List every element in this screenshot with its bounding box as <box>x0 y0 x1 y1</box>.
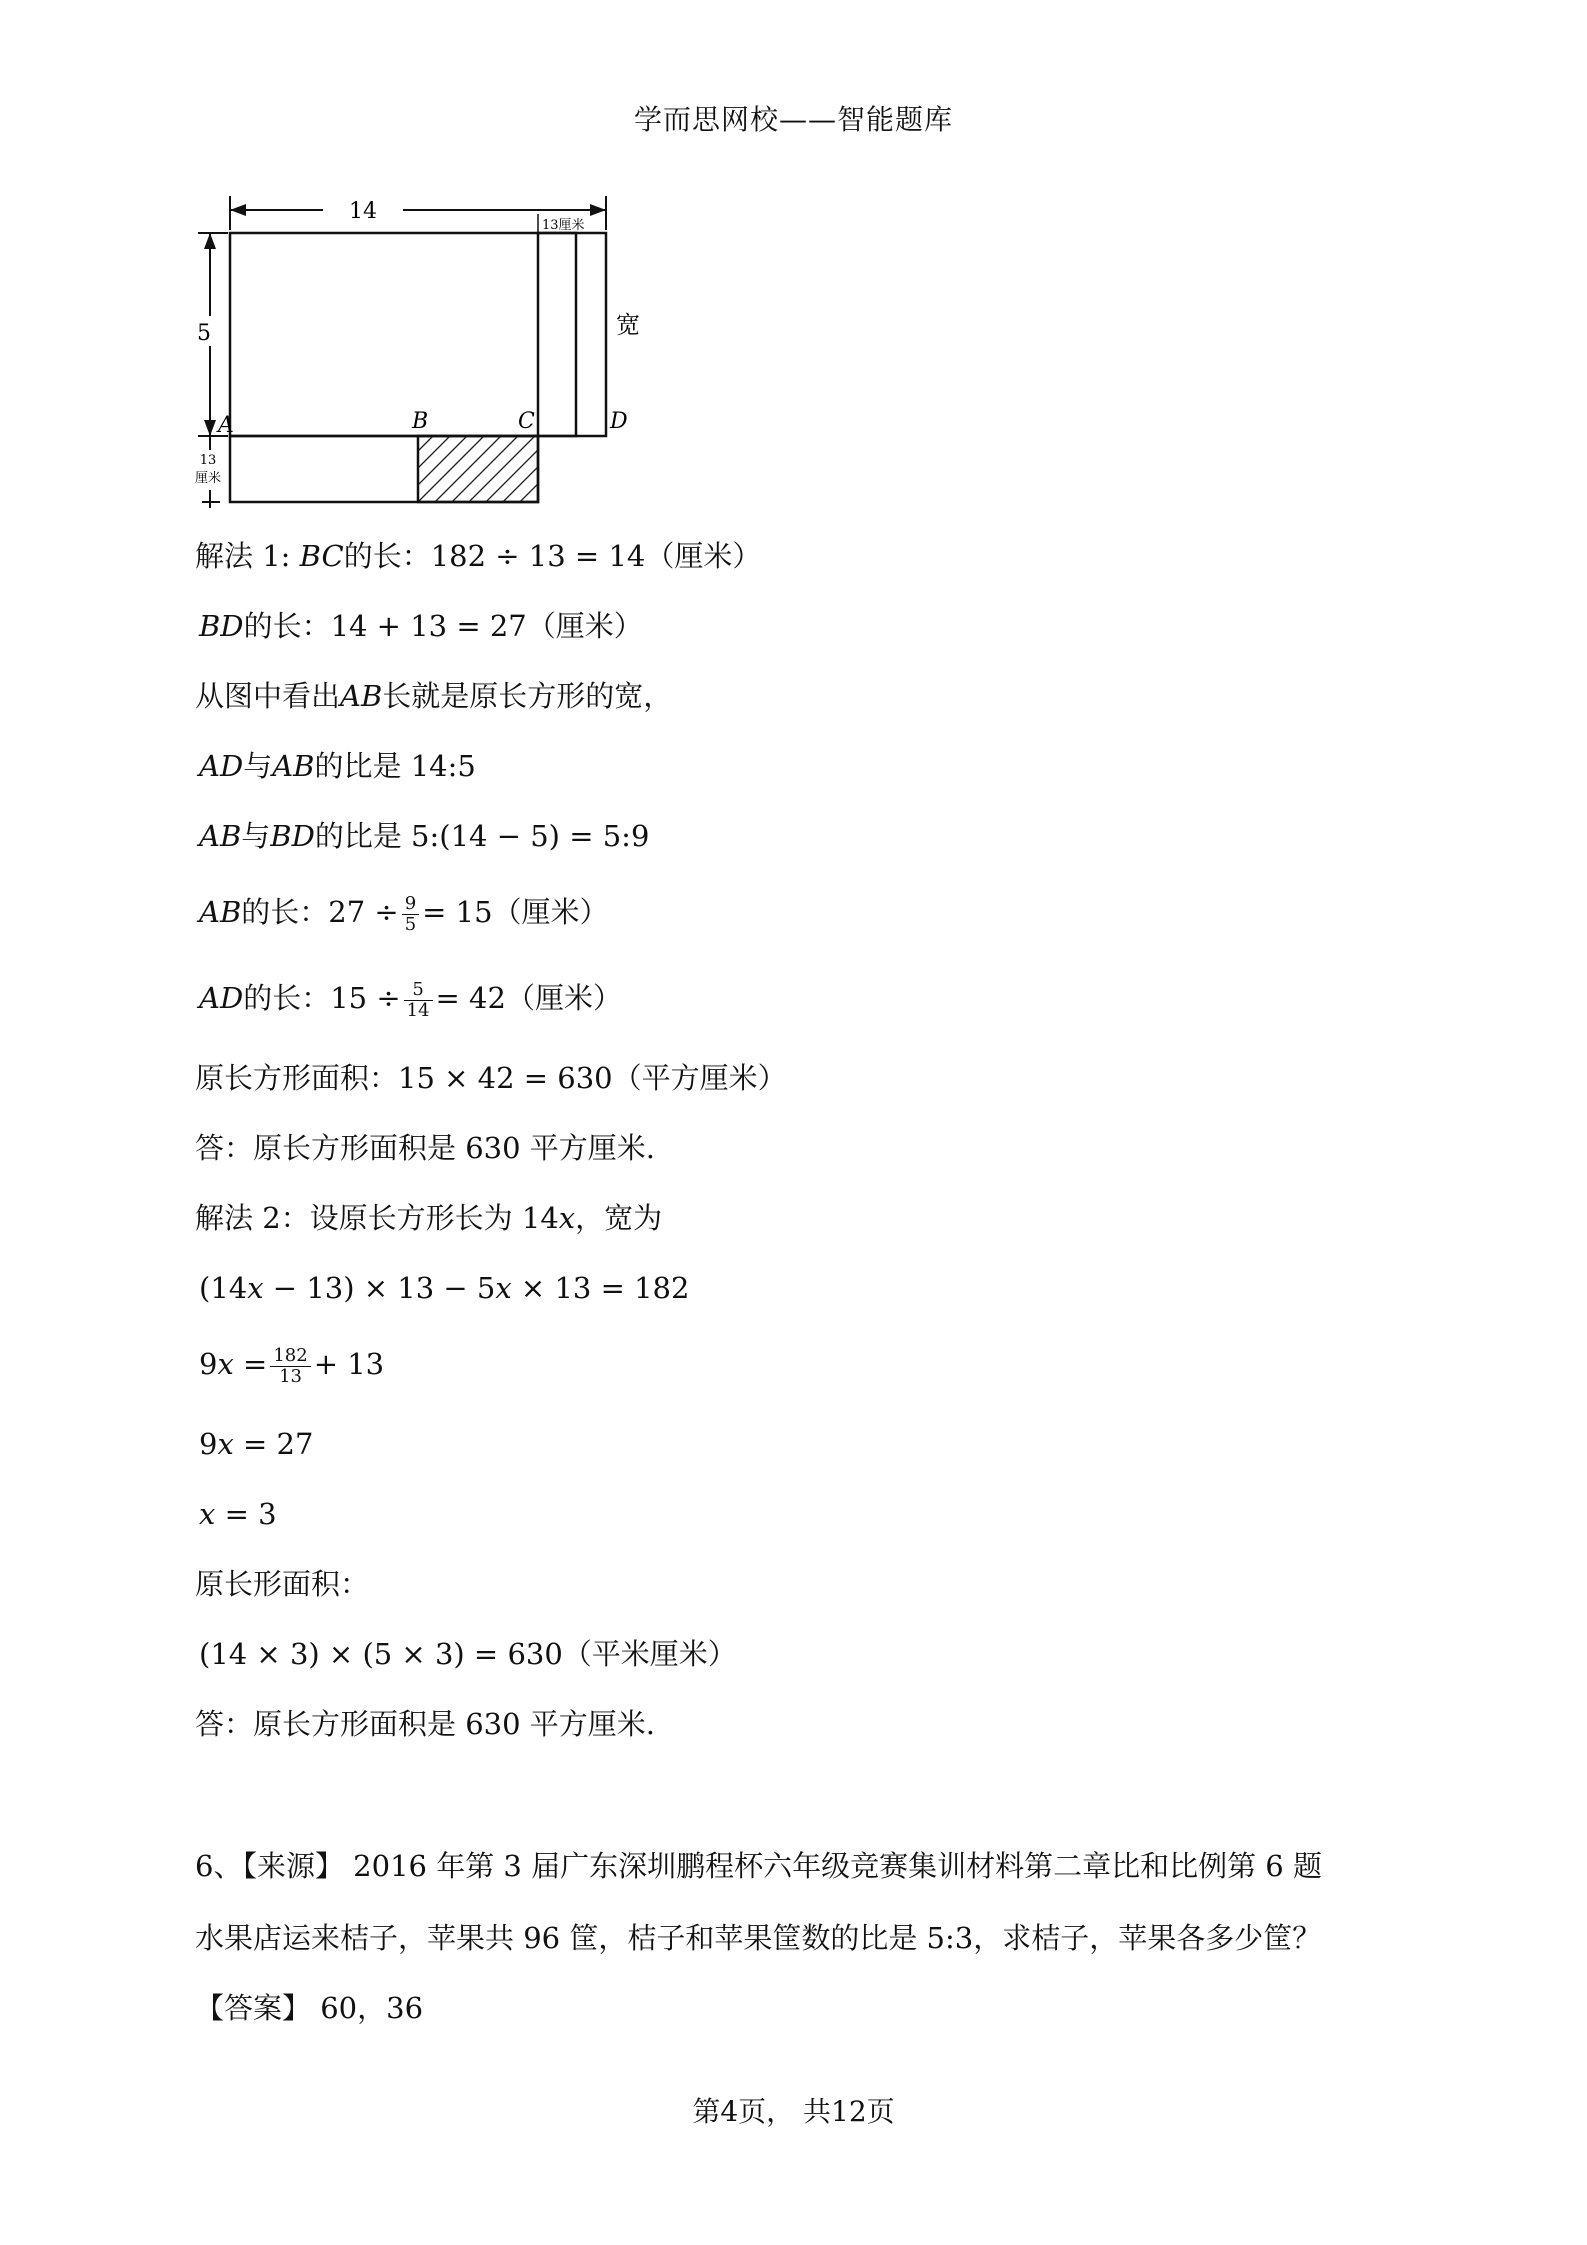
question6-answer: 【答案】 60，36 <box>195 1991 424 2025</box>
page-header: 学而思网校——智能题库 <box>633 103 953 136</box>
original-rectangle <box>230 233 576 436</box>
bottom-unit-label: 厘米 <box>194 471 222 486</box>
sol2-answer: 答：原长方形面积是 630 平方厘米. <box>195 1707 656 1741</box>
point-d-label: D <box>610 409 628 434</box>
sol1-line4: AD与AB的比是 14:5 <box>199 749 476 783</box>
sol1-line2: BD的长：14 + 13 = 27（厘米） <box>199 609 643 643</box>
sol2-line3: 9x = $\frac{182}{13}$ + 13 <box>199 1344 385 1387</box>
question6-text: 水果店运来桔子，苹果共 96 筐，桔子和苹果筐数的比是 5:3，求桔子，苹果各多少筐？ <box>195 1921 1322 1955</box>
sol1-line5: AB与BD的比是 5:(14 − 5) = 5:9 <box>199 819 650 853</box>
point-b-label: B <box>412 409 429 434</box>
page-footer: 第4页， 共12页 <box>692 2095 895 2128</box>
added-strip-right <box>538 233 606 436</box>
geometry-figure <box>188 188 648 513</box>
hatched-region <box>418 436 538 502</box>
sol2-line5: x = 3 <box>199 1497 277 1531</box>
sol1-line6: AB的长：27 ÷ $\frac{9}{5}$ = 15（厘米） <box>199 892 609 935</box>
question6-source: 6、【来源】 2016 年第 3 届广东深圳鹏程杯六年级竞赛集训材料第二章比和比例第 6 题 <box>195 1849 1322 1883</box>
sol1-line3: 从图中看出AB长就是原长方形的宽， <box>195 679 673 713</box>
bottom-13-label: 13 <box>199 453 217 468</box>
sol2-line4: 9x = 27 <box>199 1427 314 1461</box>
point-a-label: A <box>218 413 234 438</box>
sol1-line7: AD的长：15 ÷ $\frac{5}{14}$ = 42（厘米） <box>199 978 622 1021</box>
sol2-line7: (14 × 3) × (5 × 3) = 630（平米厘米） <box>199 1637 737 1671</box>
fraction-182-13: $\frac{182}{13}$ <box>270 1346 310 1387</box>
rectangle-diagram <box>188 188 648 513</box>
sol1-line1: 解法 1: BC的长：182 ÷ 13 = 14（厘米） <box>195 539 762 573</box>
sol2-line6: 原长形面积： <box>195 1567 370 1601</box>
point-c-label: C <box>518 409 535 434</box>
fraction-9-5: $\frac{9}{5}$ <box>402 894 419 935</box>
sol2-line2: (14x − 13) × 13 − 5x × 13 = 182 <box>199 1271 690 1305</box>
fraction-5-14: $\frac{5}{14}$ <box>404 980 433 1021</box>
width-label: 宽 <box>616 311 640 339</box>
top-length-label: 14 <box>349 199 377 224</box>
corner-13cm-label: 13厘米 <box>542 218 585 233</box>
sol1-answer: 答：原长方形面积是 630 平方厘米. <box>195 1131 656 1165</box>
sol1-line8: 原长方形面积：15 × 42 = 630（平方厘米） <box>195 1061 787 1095</box>
left-width-label: 5 <box>197 321 211 346</box>
sol2-line1: 解法 2：设原长方形长为 14x，宽为 <box>195 1201 663 1235</box>
